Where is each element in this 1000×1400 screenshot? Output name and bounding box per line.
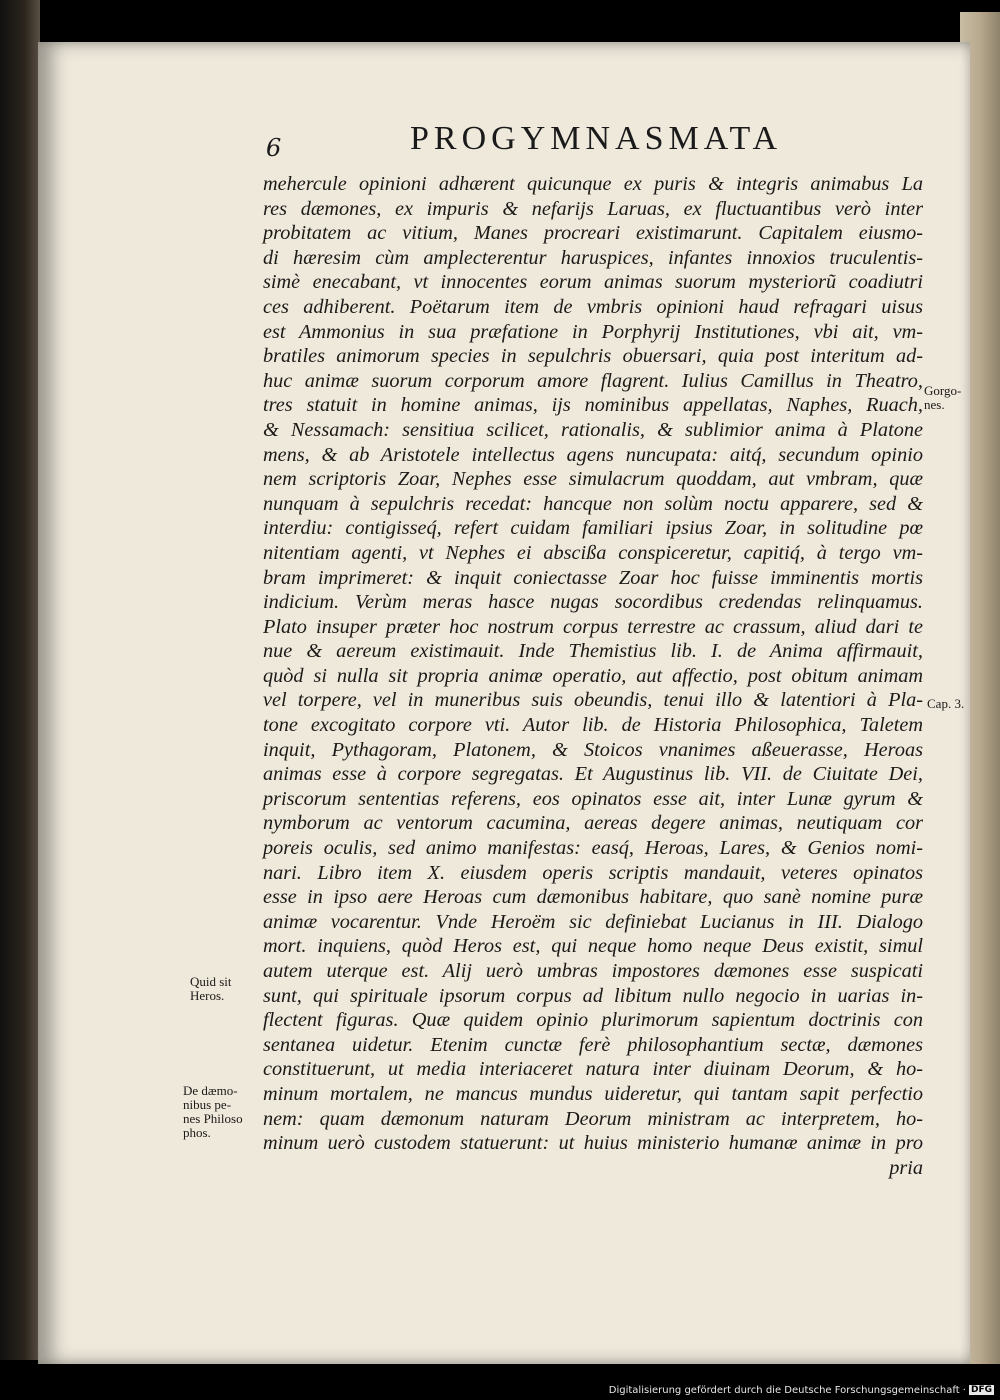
text-line: probitatem ac vitium, Manes procreari existimarunt. Capitalem eiusmo- xyxy=(263,222,923,245)
text-line: priscorum sententias referens, eos opinatos esse ait, inter Lunæ gyrum & xyxy=(263,787,923,810)
text-line: interdiu: contigisseq́, refert cuidam familiari ipsius Zoar, in solitudine pœ xyxy=(263,517,923,540)
text-line: minum mortalem, ne mancus mundus uideretur, qui tantam sapit perfectio xyxy=(263,1082,923,1105)
margin-note-line: nes. xyxy=(924,397,945,412)
text-line: nem scriptoris Zoar, Nephes esse simulacrum quoddam, aut vmbram, quæ xyxy=(263,468,923,491)
margin-note-line: De dæmo- xyxy=(183,1083,238,1098)
text-line: sunt, qui spirituale ipsorum corpus ad libitum nullo negocio in uarias in- xyxy=(263,984,923,1007)
text-line: nari. Libro item X. eiusdem operis scriptis mandauit, veteres opinatos xyxy=(263,861,923,884)
text-line: huc animæ suorum corporum amore flagrent. Iulius Camillus in Theatro, xyxy=(263,369,923,392)
text-line: est Ammonius in sua præfatione in Porphyrij Institutiones, vbi ait, vm- xyxy=(263,320,923,343)
body-text xyxy=(263,172,923,1180)
margin-note-line: Quid sit xyxy=(190,974,232,989)
text-line: tres statuit in homine animas, ijs nominibus appellatas, Naphes, Ruach, xyxy=(263,394,923,417)
text-line: vel torpere, vel in muneribus suis obeundis, tenui illo & latentiori à Pla- xyxy=(263,689,923,712)
text-line: nunquam à sepulchris recedat: hancque non solùm noctu apparere, sed & xyxy=(263,492,923,515)
margin-note-line: nes Philoso xyxy=(183,1111,243,1126)
text-line: nem: quam dæmonum naturam Deorum ministram ac interpretem, ho- xyxy=(263,1107,923,1130)
text-line: bratiles animorum species in sepulchris obuersari, quia post interitum ad- xyxy=(263,345,923,368)
text-line: nitentiam agenti, vt Nephes ei abscißa conspiceretur, capitiq́, à tergo vm- xyxy=(263,541,923,564)
text-line: poreis oculis, sed animo manifestas: easq́, Heroas, Lares, & Genios nomi- xyxy=(263,837,923,860)
text-line: mort. inquiens, quòd Heros est, qui neque homo neque Deus existit, simul xyxy=(263,935,923,958)
margin-note-line: phos. xyxy=(183,1125,211,1140)
margin-note-gorgones xyxy=(924,384,961,412)
text-line: pria xyxy=(889,1156,923,1179)
text-line: nymborum ac ventorum cacumina, aereas degere animas, neutiquam cor xyxy=(263,812,923,835)
running-head: PROGYMNASMATA xyxy=(410,120,783,157)
margin-note-line: Heros. xyxy=(190,988,225,1003)
dfg-logo-icon: DFG xyxy=(970,1385,992,1395)
text-line: mens, & ab Aristotele intellectus agens nuncupata: aitq́, secundum opinio xyxy=(263,443,923,466)
text-line: autem uterque est. Alij uerò umbras impostores dæmones esse suspicati xyxy=(263,960,923,982)
text-line: simè enecabant, vt innocentes eorum animas suorum mysteriorũ coadiutri xyxy=(263,271,923,294)
text-line: animæ vocarentur. Vnde Heroëm sic definiebat Lucianus in III. Dialogo xyxy=(263,910,923,933)
text-line: & Nessamach: sensitiua scilicet, rationalis, & sublimior anima à Platone xyxy=(263,418,923,441)
text-line: quòd si nulla sit propria animæ operatio, aut affectio, post obitum animam xyxy=(263,664,923,687)
margin-note-de-daemonibus xyxy=(183,1084,243,1140)
text-line: ces adhiberent. Poëtarum item de vmbris opinioni haud refragari uisus xyxy=(263,295,923,318)
text-line: bram imprimeret: & inquit coniectasse Zoar hoc fuisse imminentis mortis xyxy=(263,566,923,589)
text-line: di hæresim cùm amplecterentur haruspices, infantes innoxios truculentis- xyxy=(263,246,923,269)
text-line: inquit, Pythagoram, Platonem, & Stoicos vnanimes aßeuerasse, Heroas xyxy=(263,738,923,761)
text-line: res dæmones, ex impuris & nefarijs Laruas, ex fluctuantibus verò inter xyxy=(263,197,923,220)
text-line: indicium. Verùm meras hasce nugas socordibus credendas relinquamus. xyxy=(263,591,923,614)
text-line: minum uerò custodem statuerunt: ut huius ministerio humanæ animæ in pro xyxy=(263,1132,923,1155)
text-line: Plato insuper præter hoc nostrum corpus terrestre ac crassum, aliud dari te xyxy=(263,615,923,638)
margin-note-line: Gorgo- xyxy=(924,383,962,398)
book-spine xyxy=(0,0,40,1360)
margin-note-line: Cap. 3. xyxy=(927,696,965,711)
margin-note-line: nibus pe- xyxy=(183,1097,232,1112)
text-line: constituerunt, ut media interiaceret natura inter diuinam Deorum, & ho- xyxy=(263,1058,923,1081)
footer-text: Digitalisierung gefördert durch die Deutsche Forschungsgemeinschaft · xyxy=(608,1385,966,1396)
page-number: 6 xyxy=(266,134,282,162)
text-line: mehercule opinioni adhærent quicunque ex puris & integris animabus La xyxy=(263,173,923,195)
text-line: tone excogitato corpore vti. Autor lib. de Historia Philosophica, Taletem xyxy=(263,714,923,737)
margin-note-quid-sit-heros xyxy=(190,975,232,1003)
text-line: flectent figuras. Quæ quidem opinio plurimorum sapientum doctrinis con xyxy=(263,1009,923,1032)
text-line: animas esse à corpore segregatas. Et Augustinus lib. VII. de Ciuitate Dei, xyxy=(263,763,923,786)
text-line: nue & aereum existimauit. Inde Themistius lib. I. de Anima affirmauit, xyxy=(263,640,923,663)
text-line: esse in ipso aere Heroas cum dæmonibus habitare, quo sanè nomine puræ xyxy=(263,886,923,909)
digitization-footer xyxy=(609,1385,994,1396)
margin-note-cap xyxy=(927,697,964,711)
text-line: sentanea uidetur. Etenim cunctæ ferè philosophantium sectæ, dæmones xyxy=(263,1033,923,1056)
